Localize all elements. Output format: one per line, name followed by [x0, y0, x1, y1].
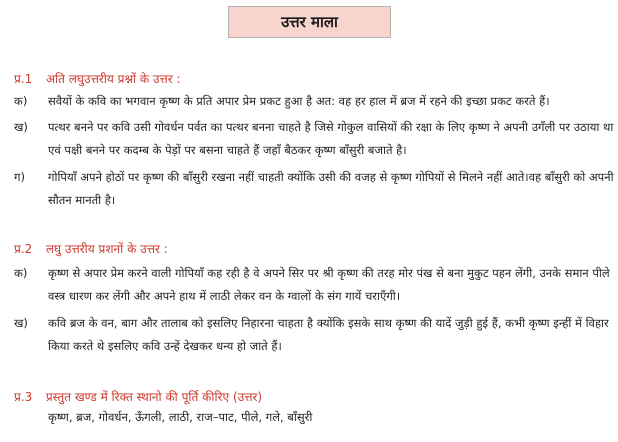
section-number: प्र.3 — [14, 390, 33, 404]
item-text: गोपियाँ अपने होठों पर कृष्ण की बाँसुरी रखना नहीं चाहती क्योंकि उसी की वजह से कृष्ण गोपियों से मिलने नहीं आते।वह बाँसुरी को अपनी सौतन मानती है। — [48, 170, 614, 207]
item-label: ग) — [14, 170, 25, 184]
section-number: प्र.2 — [14, 242, 33, 256]
section-heading-text: अति लघुउत्तरीय प्रश्नों के उत्तर : — [45, 72, 181, 86]
answer-item — [14, 166, 614, 212]
item-text: कवि ब्रज के वन, बाग और तालाब को इसलिए निहारना चाहता है क्योंकि इसके साथ कृष्ण की यादें जुड़ी हुई हैं, कभी कृष्ण इन्हीं में विहार किया करते थे इसलिए कवि उन्हें देखकर धन्य हो जाते हैं। — [48, 316, 609, 353]
page-title: उत्तर माला — [281, 13, 338, 31]
page-title-box — [228, 6, 391, 38]
item-text: पत्थर बनने पर कवि उसी गोवर्धन पर्वत का पत्थर बनना चाहते है जिसे गोकुल वासियों की रक्षा के लिए कृष्ण ने अपनी उगँली पर उठाया था एवं पक्षी बनने पर कदम्ब के पेड़ों पर बसना चाहते हैं जहाँ बैठकर कृष्ण बाँसुरी बजाते है। — [48, 120, 614, 157]
answer-item — [14, 116, 614, 162]
item-text: कृष्ण से अपार प्रेम करने वाली गोपियाँ कह रही है वे अपने सिर पर श्री कृष्ण की तरह मोर पंख से बना मुकुट पहन लेंगी, उनके समान पीले वस्त्र धारण कर लेंगी और अपने हाथ में लाठी लेकर वन के ग्वालों के संग गायें चराएँगी। — [48, 266, 610, 303]
section-number: प्र.1 — [14, 72, 33, 86]
answer-item — [14, 90, 614, 113]
section-heading-text: लघु उत्तरीय प्रशनों के उत्तर : — [45, 242, 168, 256]
item-label: ख) — [14, 120, 28, 134]
answer-item — [14, 262, 614, 308]
section-3-heading — [14, 388, 262, 405]
item-text: सवैयों के कवि का भगवान कृष्ण के प्रति अपार प्रेम प्रकट हुआ है अत: वह हर हाल में ब्रज में रहने की इच्छा प्रकट करते हैं। — [48, 94, 550, 108]
section-2-heading — [14, 240, 168, 257]
item-label: क) — [14, 94, 28, 108]
item-label: ख) — [14, 316, 28, 330]
answer-item — [14, 312, 614, 358]
item-label: क) — [14, 266, 28, 280]
section-heading-text: प्रस्तुत खण्ड में रिक्त स्थानो की पूर्ति कीरिए (उत्तर) — [45, 390, 263, 404]
section-1-heading — [14, 70, 181, 87]
fill-in-answers: कृष्ण, ब्रज, गोवर्धन, ऊँगली, लाठी, राज–पाट, पीले, गले, बाँसुरी — [48, 410, 313, 424]
